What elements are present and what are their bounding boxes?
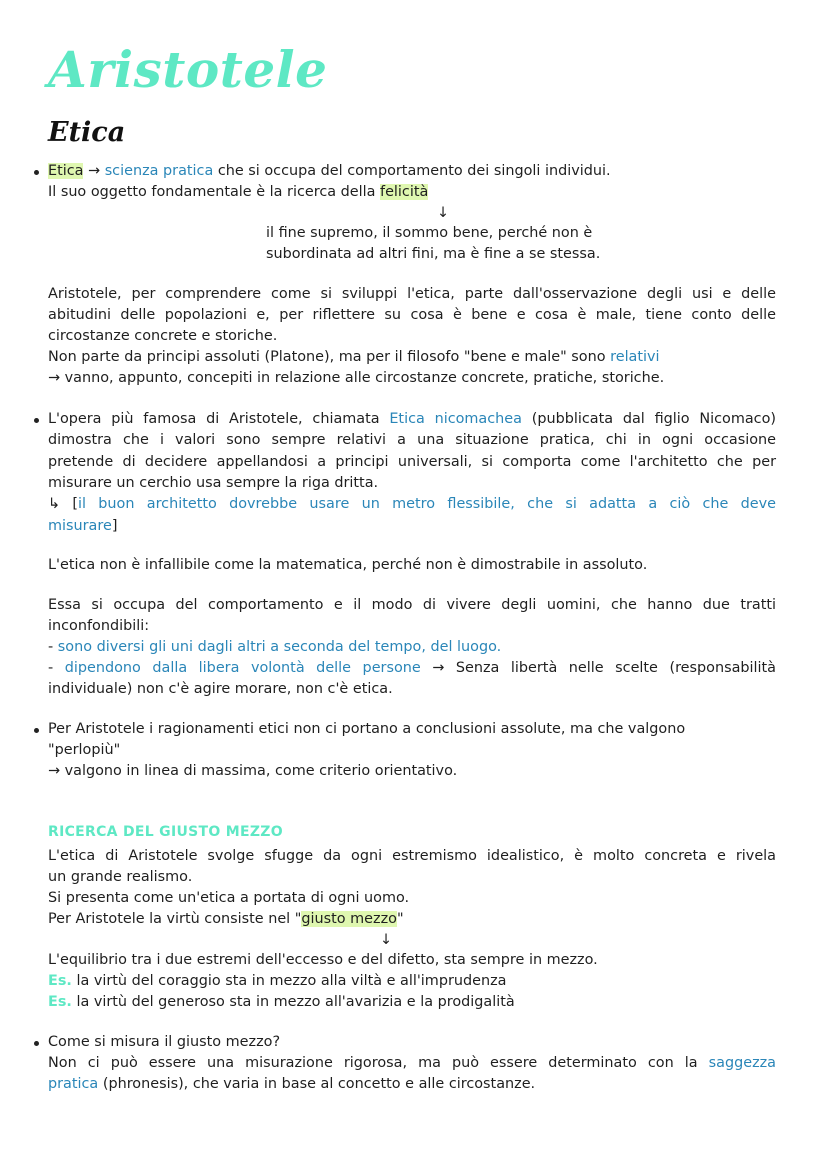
block1-center-1: il fine supremo, il sommo bene, perché non è [266, 225, 593, 241]
term-etica-nicomachea: Etica nicomachea [389, 411, 522, 427]
block3-line2: "perlopiù" [48, 742, 121, 758]
para3-line5: individuale) non c'è agire morare, non c'è etica. [48, 681, 393, 697]
block3-line3: → valgono in linea di massima, come criterio orientativo. [48, 763, 458, 779]
block2-line3: pretende di decidere appellandosi a principi universali, si comporta come l'architetto che per [48, 454, 776, 470]
block2-line5: ↳ [il buon architetto dovrebbe usare un metro flessibile, che si adatta a ciò che deve [48, 496, 777, 512]
block2-line6: misurare] [48, 518, 118, 534]
block4-line3: pratica (phronesis), che varia in base al concetto e alle circostanze. [48, 1076, 536, 1092]
down-arrow-2: ↓ [380, 932, 393, 948]
para2: L'etica non è infallibile come la matematica, perché non è dimostrabile in assoluto. [48, 557, 648, 573]
section-title: RICERCA DEL GIUSTO MEZZO [48, 824, 283, 840]
para3-line4: - dipendono dalla libera volontà delle persone → Senza libertà nelle scelte (responsabilità [48, 660, 776, 676]
term-relativi: relativi [610, 349, 660, 365]
block1-center-2: subordinata ad altri fini, ma è fine a se stessa. [266, 246, 601, 262]
block4-line1: Come si misura il giusto mezzo? [48, 1034, 281, 1050]
page-title: Aristotele [48, 40, 328, 99]
para1-line2: abitudini delle popolazioni e, per riflettere su cosa è bene e cosa è male, tiene conto delle [48, 307, 776, 323]
page-subtitle: Etica [48, 117, 126, 148]
term-etica: Etica [48, 163, 84, 179]
architetto-quote: il buon architetto dovrebbe usare un metro flessibile, che si adatta a ciò che deve [77, 496, 777, 512]
block2-line2: dimostra che i valori sono sempre relativi a una situazione pratica, chi in ogni occasione [48, 432, 776, 448]
bullet-4 [34, 1041, 39, 1046]
example-2: Es. la virtù del generoso sta in mezzo all'avarizia e la prodigalità [48, 994, 515, 1010]
block2-line4: misurare un cerchio usa sempre la riga dritta. [48, 475, 379, 491]
section-line2: un grande realismo. [48, 869, 193, 885]
para1-line1: Aristotele, per comprendere come si sviluppi l'etica, parte dall'osservazione degli usi e delle [48, 286, 776, 302]
para3-line2: inconfondibili: [48, 618, 150, 634]
para1-line4: Non parte da principi assoluti (Platone), ma per il filosofo "bene e male" sono relativi [48, 349, 660, 365]
example-1: Es. la virtù del coraggio sta in mezzo alla viltà e all'imprudenza [48, 973, 507, 989]
es-label: Es. [48, 994, 72, 1010]
bullet-2 [34, 418, 39, 423]
section-line5: L'equilibrio tra i due estremi dell'eccesso e del difetto, sta sempre in mezzo. [48, 952, 598, 968]
section-line1: L'etica di Aristotele svolge sfugge da ogni estremismo idealistico, è molto concreta e rivela [48, 848, 776, 864]
para1-line5: → vanno, appunto, concepiti in relazione alle circostanze concrete, pratiche, storiche. [48, 370, 665, 386]
block1-line2: Il suo oggetto fondamentale è la ricerca della felicità [48, 184, 429, 200]
block1-line1: Etica → scienza pratica che si occupa del comportamento dei singoli individui. [48, 163, 611, 179]
para3-line1: Essa si occupa del comportamento e il modo di vivere degli uomini, che hanno due tratti [48, 597, 776, 613]
para1-line3: circostanze concrete e storiche. [48, 328, 278, 344]
para3-line3: - sono diversi gli uni dagli altri a seconda del tempo, del luogo. [48, 639, 502, 655]
section-line3: Si presenta come un'etica a portata di ogni uomo. [48, 890, 410, 906]
bullet-3 [34, 728, 39, 733]
block2-line1: L'opera più famosa di Aristotele, chiamata Etica nicomachea (pubblicata dal figlio Nicomaco) [48, 411, 776, 427]
bullet-1 [34, 170, 39, 175]
term-felicita: felicità [380, 184, 429, 200]
es-label: Es. [48, 973, 72, 989]
down-arrow-1: ↓ [437, 205, 450, 221]
term-scienza-pratica: scienza pratica [104, 163, 214, 179]
block3-line1: Per Aristotele i ragionamenti etici non ci portano a conclusioni assolute, ma che valgono [48, 721, 686, 737]
term-giusto-mezzo: giusto mezzo [301, 911, 397, 927]
section-line4: Per Aristotele la virtù consiste nel "giusto mezzo" [48, 911, 404, 927]
block4-line2: Non ci può essere una misurazione rigorosa, ma può essere determinato con la saggezza [48, 1055, 776, 1071]
